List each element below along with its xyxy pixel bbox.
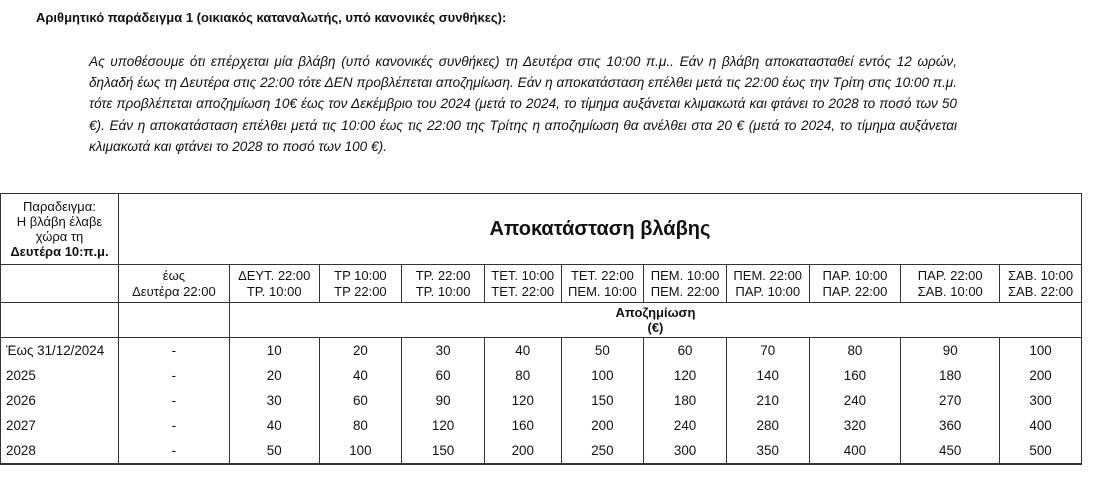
table-cell: 210: [726, 388, 809, 413]
table-cell: 150: [561, 388, 644, 413]
table-cell: 30: [402, 338, 485, 364]
table-cell: -: [118, 338, 229, 364]
empty-cell: [1, 265, 119, 303]
column-header-to: ΠΕΜ. 10:00: [568, 283, 637, 299]
table-corner-cell: [1, 194, 119, 265]
table-cell: 60: [402, 363, 485, 388]
table-cell: 400: [1000, 413, 1082, 438]
table-cell: 80: [809, 338, 901, 364]
table-cell: -: [118, 413, 229, 438]
empty-cell: [118, 303, 229, 338]
table-row: [1, 438, 1082, 464]
table-cell: -: [118, 388, 229, 413]
table-cell: 90: [901, 338, 1000, 364]
compensation-header: [229, 303, 1081, 338]
compensation-label: Αποζημίωση: [615, 305, 696, 320]
table-row: [1, 338, 1082, 364]
table-row: [1, 413, 1082, 438]
table-cell: 180: [901, 363, 1000, 388]
example-heading: Αριθμητικό παράδειγμα 1 (οικιακός καταναλωτής, υπό κανονικές συνθήκες):: [36, 10, 507, 25]
row-label: Έως 31/12/2024: [1, 338, 119, 364]
table-cell: 10: [229, 338, 319, 364]
corner-line: χώρα τη: [35, 229, 84, 244]
column-header-from: ΠΑΡ. 22:00: [917, 267, 983, 283]
table-cell: 240: [644, 413, 727, 438]
column-header-to: ΤΡ. 10:00: [246, 283, 302, 299]
table-cell: 80: [484, 363, 561, 388]
table-cell: -: [118, 438, 229, 464]
column-header-to: ΤΡ 22:00: [334, 283, 387, 299]
table-cell: 100: [561, 363, 644, 388]
table-cell: 160: [484, 413, 561, 438]
table-cell: 200: [561, 413, 644, 438]
column-header: [561, 265, 644, 303]
table-cell: 400: [809, 438, 901, 464]
column-header: [118, 265, 229, 303]
column-header: [402, 265, 485, 303]
column-header: [484, 265, 561, 303]
table-title: Αποκατάσταση βλάβης: [118, 194, 1081, 265]
empty-cell: [1, 303, 119, 338]
table-cell: 90: [402, 388, 485, 413]
column-header: [901, 265, 1000, 303]
table-row: [1, 388, 1082, 413]
column-header-from: ΔΕΥΤ. 22:00: [238, 267, 311, 283]
table-cell: 200: [1000, 363, 1082, 388]
column-header: [644, 265, 727, 303]
table-cell: -: [118, 363, 229, 388]
column-header-to: ΤΡ. 10:00: [415, 283, 471, 299]
table-cell: 240: [809, 388, 901, 413]
column-header-from: ΤΡ 10:00: [334, 267, 387, 283]
table-cell: 40: [484, 338, 561, 364]
column-header-to: ΠΑΡ. 22:00: [822, 283, 888, 299]
table-cell: 300: [644, 438, 727, 464]
column-header: [229, 265, 319, 303]
table-cell: 40: [319, 363, 402, 388]
table-cell: 40: [229, 413, 319, 438]
table-cell: 120: [402, 413, 485, 438]
table-cell: 350: [726, 438, 809, 464]
table-cell: 270: [901, 388, 1000, 413]
table-cell: 200: [484, 438, 561, 464]
column-header-from: έως: [162, 267, 186, 283]
table-cell: 50: [561, 338, 644, 364]
table-cell: 320: [809, 413, 901, 438]
table-cell: 150: [402, 438, 485, 464]
column-header: [809, 265, 901, 303]
column-header-from: ΠΕΜ. 22:00: [733, 267, 803, 283]
table-cell: 360: [901, 413, 1000, 438]
table-cell: 180: [644, 388, 727, 413]
table-cell: 500: [1000, 438, 1082, 464]
table-cell: 100: [319, 438, 402, 464]
table-cell: 100: [1000, 338, 1082, 364]
table-cell: 120: [644, 363, 727, 388]
column-header-from: ΤΕΤ. 22:00: [570, 267, 634, 283]
column-header: [726, 265, 809, 303]
column-header-to: ΣΑΒ. 22:00: [1007, 283, 1074, 299]
table-cell: 250: [561, 438, 644, 464]
column-header-from: ΠΑΡ. 10:00: [822, 267, 888, 283]
column-header-to: ΤΕΤ. 22:00: [491, 283, 555, 299]
row-label: 2027: [1, 413, 119, 438]
column-header-to: ΠΕΜ. 22:00: [650, 283, 720, 299]
column-header-to: ΠΑΡ. 10:00: [735, 283, 801, 299]
column-header-from: ΤΕΤ. 10:00: [491, 267, 555, 283]
column-header: [319, 265, 402, 303]
row-label: 2025: [1, 363, 119, 388]
column-header-to: Δευτέρα 22:00: [132, 283, 216, 299]
corner-line: Παραδειγμα:: [23, 199, 96, 214]
column-header-from: ΤΡ. 22:00: [415, 267, 471, 283]
table-cell: 60: [319, 388, 402, 413]
column-header-from: ΠΕΜ. 10:00: [650, 267, 720, 283]
compensation-table: [0, 193, 1082, 465]
table-cell: 300: [1000, 388, 1082, 413]
table-cell: 160: [809, 363, 901, 388]
table-row: [1, 363, 1082, 388]
example-paragraph: Ας υποθέσουμε ότι επέρχεται μία βλάβη (υπό κανονικές συνθήκες) τη Δευτέρα στις 10:00 π.μ.. Εάν η βλάβη αποκατασταθεί εντός 12 ωρών, δηλαδή έως τη Δευτέρα στις 22:00 τότε ΔΕΝ προβλέπεται αποζημίωση. Εάν η αποκατάσταση επέλθει μετά τις 22:00 έως την Τρίτη στις 10:00 π.μ. τότε προβλέπεται αποζημίωση 10€ έως τον Δεκέμβριο του 2024 (μετά το 2024, το τίμημα αυξάνεται κλιμακωτά και φτάνει το 2028 το ποσό των 50 €). Εάν η αποκατάσταση επέλθει μετά τις 10:00 έως τις 22:00 της Τρίτης η αποζημίωση θα ανέλθει στα 20 € (μετά το 2024, το τίμημα αυξάνεται κλιμακωτά και φτάνει το 2028 το ποσό των 100 €).: [89, 54, 957, 154]
table-cell: 30: [229, 388, 319, 413]
table-cell: 60: [644, 338, 727, 364]
table-cell: 20: [319, 338, 402, 364]
corner-line: Δευτέρα 10:π.μ.: [10, 244, 109, 259]
table-cell: 280: [726, 413, 809, 438]
table-cell: 50: [229, 438, 319, 464]
table-cell: 140: [726, 363, 809, 388]
column-header-from: ΣΑΒ. 10:00: [1007, 267, 1074, 283]
row-label: 2028: [1, 438, 119, 464]
row-label: 2026: [1, 388, 119, 413]
table-cell: 70: [726, 338, 809, 364]
table-cell: 120: [484, 388, 561, 413]
corner-line: Η βλάβη έλαβε: [16, 214, 103, 229]
table-cell: 80: [319, 413, 402, 438]
column-header: [1000, 265, 1082, 303]
table-cell: 20: [229, 363, 319, 388]
compensation-unit: (€): [647, 320, 664, 335]
table-cell: 450: [901, 438, 1000, 464]
column-header-to: ΣΑΒ. 10:00: [917, 283, 983, 299]
